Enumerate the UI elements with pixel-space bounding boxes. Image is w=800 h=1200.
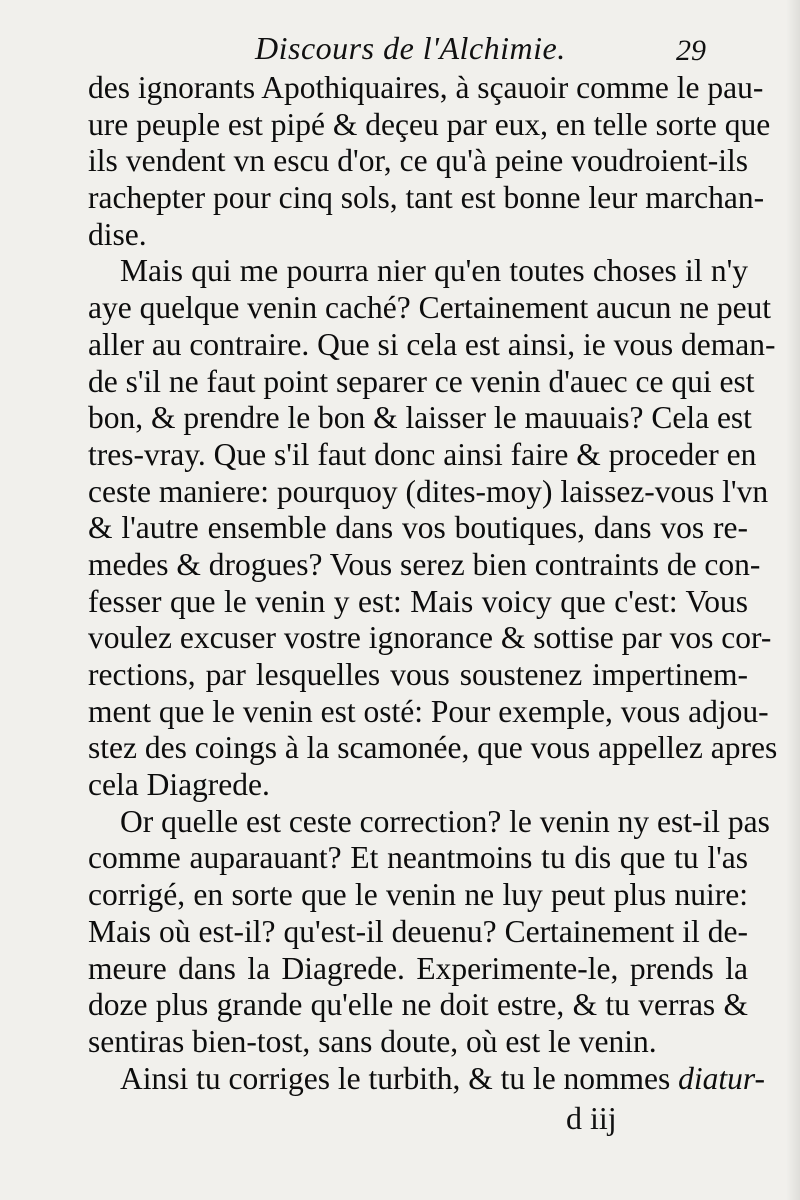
text-line: Mais qui me pourra nier qu'en toutes choses il n'y: [120, 253, 748, 289]
text-line: dise.: [88, 216, 147, 252]
paragraph-4: [88, 1060, 766, 1098]
text-line: tres-vray. Que s'il faut donc ainsi faire & proceder en: [88, 436, 757, 472]
text-line: comme auparauant? Et neantmoins tu dis que tu l'as: [88, 840, 748, 876]
text-line: ils vendent vn escu d'or, ce qu'à peine voudroient-ils: [88, 143, 748, 179]
catchword: diatur-: [678, 1060, 766, 1096]
text-line: Or quelle est ceste correction? le venin ny est-il pas: [120, 803, 770, 839]
paragraph-1: [88, 70, 771, 253]
text-line: [88, 1060, 766, 1098]
running-head: [0, 24, 800, 74]
text-line: Mais où est-il? qu'est-il deuenu? Certainement il de-: [88, 913, 748, 949]
page-number: 29: [676, 34, 706, 67]
signature-mark: d iij: [566, 1100, 617, 1136]
paragraph-3: [88, 803, 770, 1061]
text-line: medes & drogues? Vous serez bien contraints de con-: [88, 546, 761, 582]
text-line: ceste maniere: pourquoy (dites-moy) laissez-vous l'vn: [88, 473, 769, 509]
running-title: Discours de l'Alchimie.: [255, 30, 566, 66]
page-edge-shadow: [786, 0, 800, 1200]
text-block: [88, 70, 778, 1097]
text-line: voulez excuser vostre ignorance & sottise par vos cor-: [88, 620, 772, 656]
text-line: des ignorants Apothiquaires, à sçauoir comme le pau-: [88, 70, 764, 105]
text-line: aye quelque venin caché? Certainement aucun ne peut: [88, 290, 772, 326]
text-line: bon, & prendre le bon & laisser le mauuais? Cela est: [88, 400, 752, 436]
text-line: aller au contraire. Que si cela est ainsi, ie vous deman-: [88, 326, 776, 362]
text-line: rections, par lesquelles vous soustenez impertinem-: [88, 657, 748, 692]
text-line: corrigé, en sorte que le venin ne luy peut plus nuire:: [88, 877, 748, 913]
text-line: & l'autre ensemble dans vos boutiques, dans vos re-: [88, 510, 748, 546]
text-line: cela Diagrede.: [88, 767, 270, 803]
text-line: fesser que le venin y est: Mais voicy que c'est: Vous: [88, 583, 748, 619]
text-line: ment que le venin est osté: Pour exemple, vous adjou-: [88, 693, 769, 729]
text-line: ure peuple est pipé & deçeu par eux, en telle sorte que: [88, 106, 771, 142]
text-line: doze plus grande qu'elle ne doit estre, & tu verras &: [88, 987, 748, 1023]
text-line: rachepter pour cinq sols, tant est bonne leur marchan-: [88, 180, 765, 216]
text-line-body: Ainsi tu corriges le turbith, & tu le nommes: [120, 1060, 671, 1096]
text-line: de s'il ne faut point separer ce venin d'auec ce qui est: [88, 363, 755, 399]
text-line: meure dans la Diagrede. Experimente-le, prends la: [88, 950, 748, 986]
text-line: stez des coings à la scamonée, que vous appellez apres: [88, 730, 778, 766]
text-line: sentiras bien-tost, sans doute, où est le venin.: [88, 1023, 657, 1059]
paragraph-2: [88, 253, 778, 803]
